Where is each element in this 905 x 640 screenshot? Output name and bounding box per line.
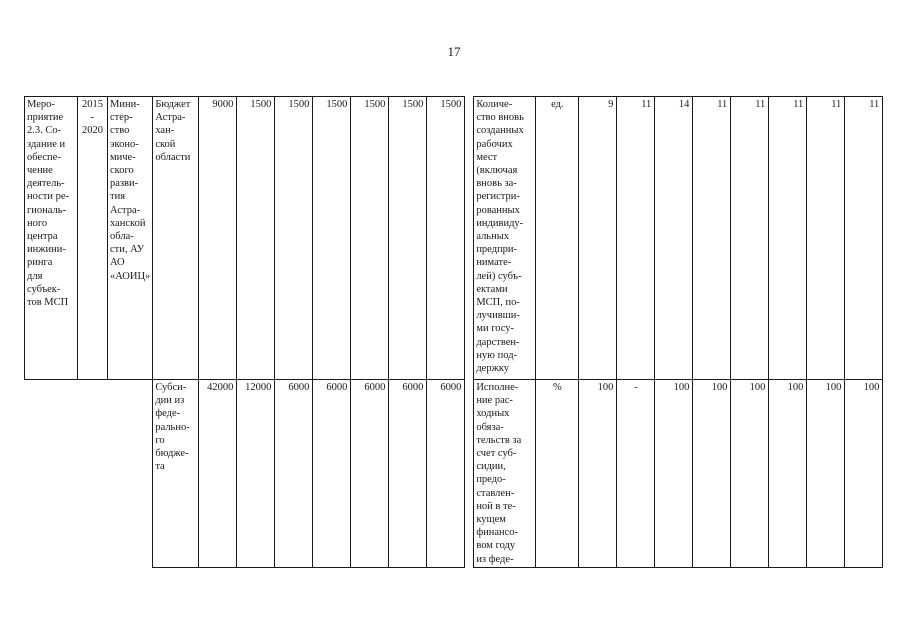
amount-total-cell: 42000 xyxy=(199,380,237,568)
funding-source-cell: Бюджет Астра- хан- ской области xyxy=(153,97,199,380)
funding-source-cell: Субси- дии из феде- рально- го бюдже- та xyxy=(153,380,199,568)
indicator-value-cell: 100 xyxy=(655,380,693,568)
amount-year-cell: 1500 xyxy=(313,97,351,380)
amount-year-cell: 6000 xyxy=(275,380,313,568)
empty-cell xyxy=(108,380,153,568)
table-row xyxy=(25,380,883,568)
amount-year-cell: 6000 xyxy=(313,380,351,568)
indicator-cell: Количе- ство вновь созданных рабочих мест (включая вновь за- регистри- рованных индивиду- альных предпри- нимате- лей) субъ- ектами МСП, по- лучивши- ми госу- дарствен- ную под- держку xyxy=(474,97,536,380)
column-gap xyxy=(465,380,474,568)
activity-cell: Меро- приятие 2.3. Со- здание и обеспе- чение деятель- ности ре- гиональ- ного центра инжини- ринга для субъек- тов МСП xyxy=(25,97,78,380)
indicator-value-cell: 100 xyxy=(731,380,769,568)
indicator-value-cell: 100 xyxy=(769,380,807,568)
page-number: 17 xyxy=(447,44,461,59)
indicator-value-cell: 100 xyxy=(807,380,845,568)
unit-cell: % xyxy=(536,380,579,568)
indicator-value-cell: 11 xyxy=(617,97,655,380)
indicator-value-cell: 14 xyxy=(655,97,693,380)
indicator-value-cell: 11 xyxy=(731,97,769,380)
amount-year-cell: 1500 xyxy=(275,97,313,380)
indicator-value-cell: 100 xyxy=(693,380,731,568)
indicator-value-cell: 11 xyxy=(769,97,807,380)
unit-cell: ед. xyxy=(536,97,579,380)
program-table xyxy=(24,96,883,568)
period-cell: 2015 - 2020 xyxy=(78,97,108,380)
indicator-value-cell: 11 xyxy=(693,97,731,380)
amount-year-cell: 6000 xyxy=(427,380,465,568)
indicator-value-cell: 11 xyxy=(807,97,845,380)
indicator-cell: Исполне- ние рас- ходных обяза- тельств за счет суб- сидии, предо- ставлен- ной в те- кущем финансо- вом году из феде- xyxy=(474,380,536,568)
amount-total-cell: 9000 xyxy=(199,97,237,380)
amount-year-cell: 12000 xyxy=(237,380,275,568)
amount-year-cell: 6000 xyxy=(389,380,427,568)
amount-year-cell: 6000 xyxy=(351,380,389,568)
empty-cell xyxy=(78,380,108,568)
indicator-value-cell: 100 xyxy=(579,380,617,568)
amount-year-cell: 1500 xyxy=(237,97,275,380)
table-row xyxy=(25,97,883,380)
column-gap xyxy=(465,97,474,380)
amount-year-cell: 1500 xyxy=(351,97,389,380)
indicator-value-cell: - xyxy=(617,380,655,568)
empty-cell xyxy=(25,380,78,568)
executor-cell: Мини- стер- ство эконо- миче- ского разви- тия Астра- ханской обла- сти, АУ АО «АОИЦ» xyxy=(108,97,153,380)
amount-year-cell: 1500 xyxy=(389,97,427,380)
indicator-value-cell: 100 xyxy=(845,380,883,568)
amount-year-cell: 1500 xyxy=(427,97,465,380)
indicator-value-cell: 9 xyxy=(579,97,617,380)
indicator-value-cell: 11 xyxy=(845,97,883,380)
